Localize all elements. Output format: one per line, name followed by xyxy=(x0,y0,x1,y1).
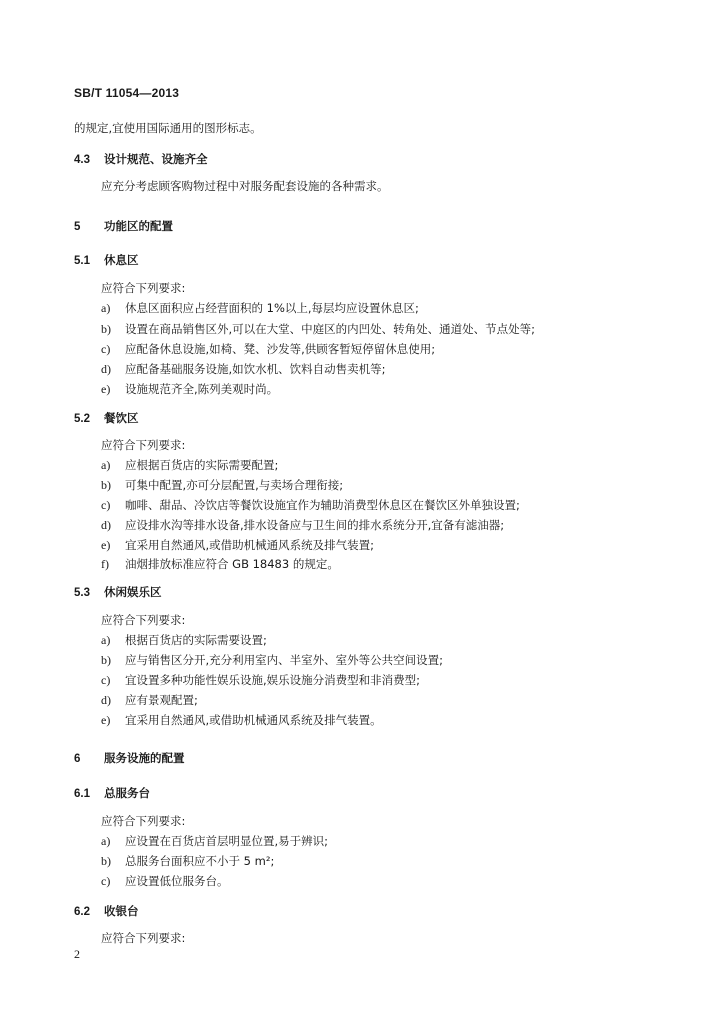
list-item-text: 可集中配置,亦可分层配置,与卖场合理衔接; xyxy=(125,478,344,492)
section-4-3-heading xyxy=(74,151,208,168)
list-item xyxy=(101,672,420,688)
list-item-label: e) xyxy=(101,382,111,396)
list-item-label: d) xyxy=(101,362,111,376)
section-5-3-lead: 应符合下列要求: xyxy=(101,613,186,627)
section-number: 4.3 xyxy=(74,154,90,166)
list-item-text: 应设置在百货店首层明显位置,易于辨识; xyxy=(125,834,329,848)
list-item xyxy=(101,361,386,377)
section-number: 5.3 xyxy=(74,587,90,599)
list-item-text: 宜采用自然通风,或借助机械通风系统及排气装置; xyxy=(125,538,375,552)
section-title: 功能区的配置 xyxy=(104,219,173,233)
intro-line: 的规定,宜使用国际通用的图形标志。 xyxy=(74,121,262,135)
section-title: 设计规范、设施齐全 xyxy=(104,152,208,166)
section-title: 服务设施的配置 xyxy=(104,751,185,765)
list-item xyxy=(101,632,267,648)
section-5-2-heading xyxy=(74,410,139,427)
list-item-label: d) xyxy=(101,518,111,532)
list-item-label: b) xyxy=(101,854,111,868)
list-item xyxy=(101,556,339,572)
list-item-label: e) xyxy=(101,713,111,727)
list-item-label: b) xyxy=(101,322,111,336)
list-item-text: 油烟排放标准应符合 GB 18483 的规定。 xyxy=(125,557,339,571)
section-4-3-text: 应充分考虑顾客购物过程中对服务配套设施的各种需求。 xyxy=(101,179,389,193)
list-item-text: 设置在商品销售区外,可以在大堂、中庭区的内凹处、转角处、通道处、节点处等; xyxy=(125,322,536,336)
list-item-text: 设施规范齐全,陈列美观时尚。 xyxy=(125,382,279,396)
list-item xyxy=(101,477,343,493)
list-item xyxy=(101,853,274,869)
list-item xyxy=(101,537,374,553)
section-6-heading xyxy=(74,750,185,767)
list-item xyxy=(101,712,382,728)
list-item xyxy=(101,692,198,708)
list-item xyxy=(101,652,443,668)
list-item-label: c) xyxy=(101,342,111,356)
section-5-heading xyxy=(74,218,173,235)
list-item-text: 根据百货店的实际需要设置; xyxy=(125,633,267,647)
section-number: 5.1 xyxy=(74,255,90,267)
section-number: 5 xyxy=(74,221,81,233)
list-item-label: b) xyxy=(101,653,111,667)
list-item-label: c) xyxy=(101,673,111,687)
list-item xyxy=(101,873,229,889)
section-5-1-heading xyxy=(74,252,139,269)
list-item-label: e) xyxy=(101,538,111,552)
list-item-label: a) xyxy=(101,301,111,315)
list-item-label: c) xyxy=(101,874,111,888)
section-5-1-lead: 应符合下列要求: xyxy=(101,281,186,295)
standard-code-header: SB/T 11054—2013 xyxy=(74,86,180,100)
list-item-text: 咖啡、甜品、冷饮店等餐饮设施宜作为辅助消费型休息区在餐饮区外单独设置; xyxy=(125,498,520,512)
section-number: 6 xyxy=(74,753,81,765)
list-item xyxy=(101,300,419,316)
section-6-1-heading xyxy=(74,785,150,802)
list-item-label: b) xyxy=(101,478,111,492)
list-item-text: 休息区面积应占经营面积的 1%以上,每层均应设置休息区; xyxy=(125,301,419,315)
list-item-text: 应配备休息设施,如椅、凳、沙发等,供顾客暂短停留休息使用; xyxy=(125,342,436,356)
list-item-label: c) xyxy=(101,498,111,512)
list-item-label: d) xyxy=(101,693,111,707)
section-title: 休闲娱乐区 xyxy=(104,585,162,599)
list-item-text: 应配备基础服务设施,如饮水机、饮料自动售卖机等; xyxy=(125,362,386,376)
list-item-text: 应有景观配置; xyxy=(125,693,198,707)
list-item-label: a) xyxy=(101,633,111,647)
list-item xyxy=(101,457,278,473)
section-number: 6.1 xyxy=(74,788,90,800)
section-number: 5.2 xyxy=(74,413,90,425)
section-5-2-lead: 应符合下列要求: xyxy=(101,438,186,452)
list-item xyxy=(101,833,328,849)
section-number: 6.2 xyxy=(74,906,90,918)
list-item xyxy=(101,517,504,533)
list-item xyxy=(101,381,278,397)
section-title: 休息区 xyxy=(104,253,139,267)
list-item xyxy=(101,321,535,337)
list-item-text: 应根据百货店的实际需要配置; xyxy=(125,458,279,472)
section-title: 总服务台 xyxy=(104,786,150,800)
list-item-label: f) xyxy=(101,557,109,571)
section-6-2-heading xyxy=(74,903,139,920)
list-item xyxy=(101,497,520,513)
list-item-text: 应与销售区分开,充分利用室内、半室外、室外等公共空间设置; xyxy=(125,653,444,667)
list-item-text: 宜设置多种功能性娱乐设施,娱乐设施分消费型和非消费型; xyxy=(125,673,421,687)
section-6-2-lead: 应符合下列要求: xyxy=(101,931,186,945)
list-item-label: a) xyxy=(101,458,111,472)
section-5-3-heading xyxy=(74,584,162,601)
list-item-text: 总服务台面积应不小于 5 m²; xyxy=(125,854,275,868)
list-item xyxy=(101,341,435,357)
list-item-text: 宜采用自然通风,或借助机械通风系统及排气装置。 xyxy=(125,713,382,727)
list-item-label: a) xyxy=(101,834,111,848)
section-title: 餐饮区 xyxy=(104,411,139,425)
page-number: 2 xyxy=(74,947,80,961)
section-6-1-lead: 应符合下列要求: xyxy=(101,814,186,828)
section-title: 收银台 xyxy=(104,904,139,918)
list-item-text: 应设排水沟等排水设备,排水设备应与卫生间的排水系统分开,宜备有滤油器; xyxy=(125,518,505,532)
list-item-text: 应设置低位服务台。 xyxy=(125,874,229,888)
